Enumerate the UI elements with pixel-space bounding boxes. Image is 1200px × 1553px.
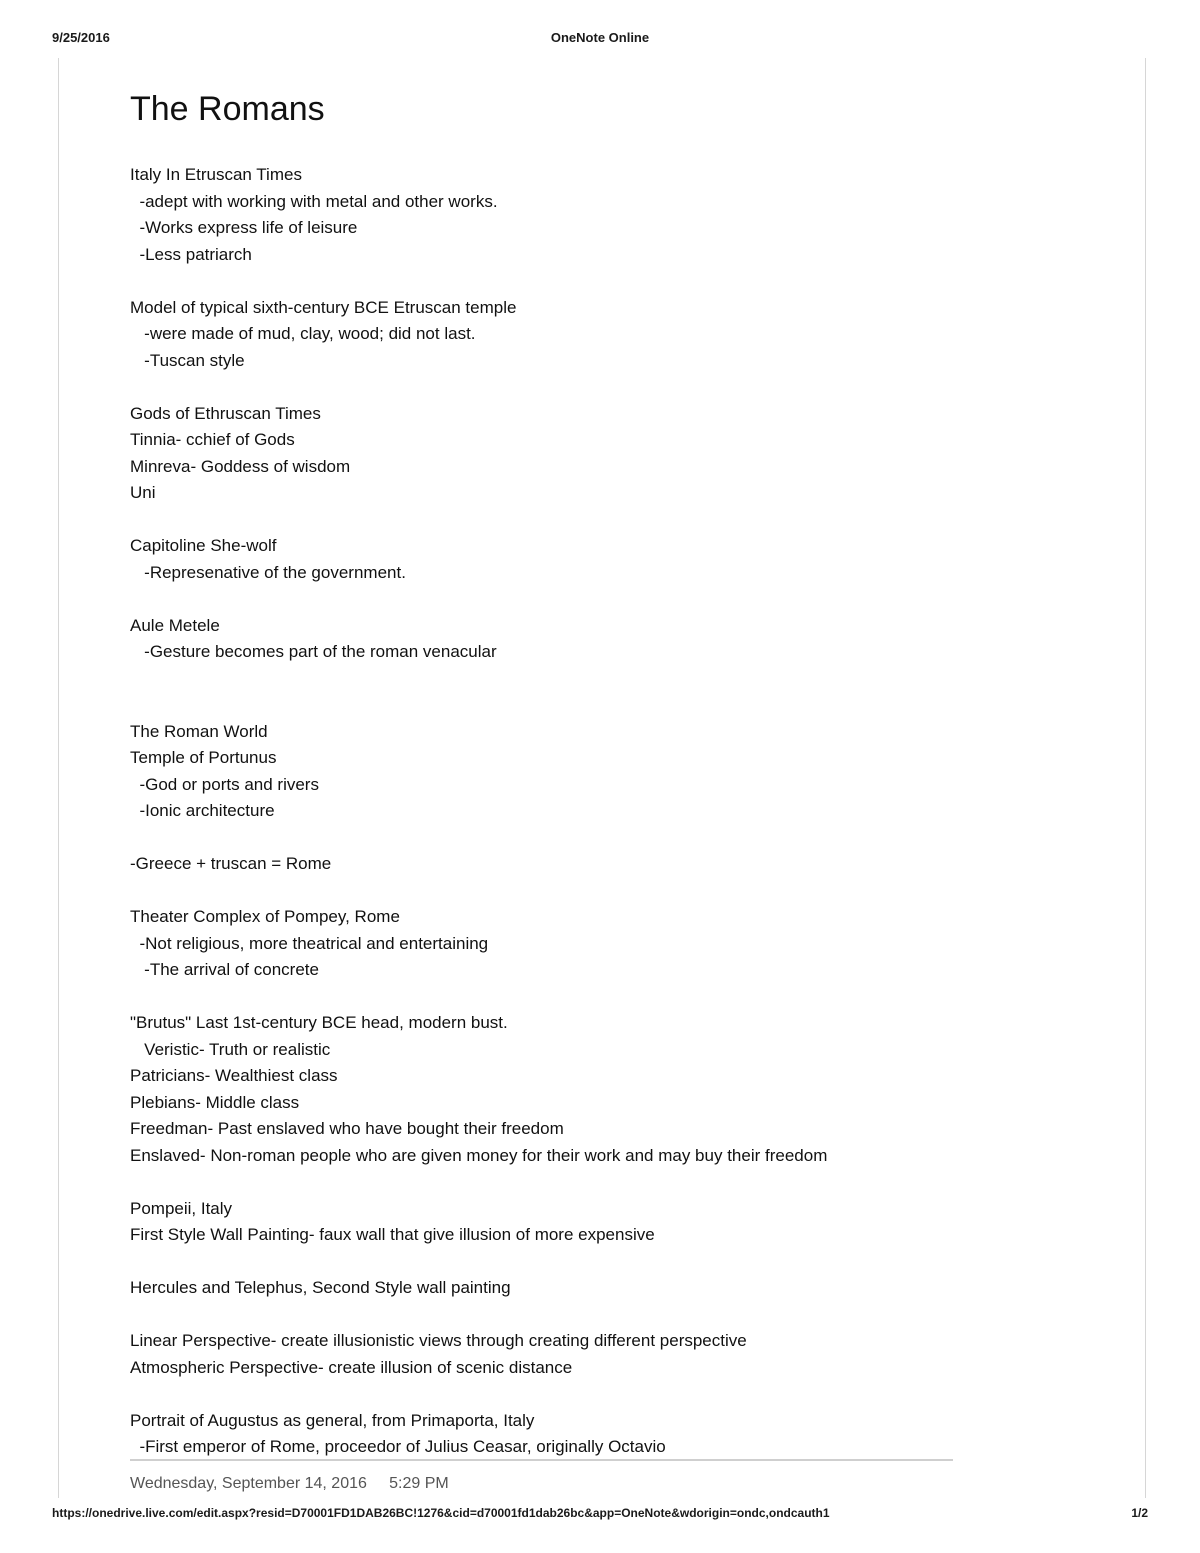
note-line: -Not religious, more theatrical and entertaining — [130, 933, 489, 953]
note-line: Capitoline She-wolf — [130, 536, 277, 555]
note-footer-divider — [130, 1459, 953, 1461]
note-line — [130, 1381, 1010, 1408]
note-line: Model of typical sixth-century BCE Etruscan temple — [130, 297, 517, 317]
note-line: Temple of Portunus — [130, 748, 277, 767]
note-line — [130, 1302, 1010, 1329]
note-line: -Tuscan style — [130, 350, 245, 370]
note-line — [130, 268, 1010, 295]
note-line: Veristic- Truth or realistic — [130, 1039, 331, 1059]
print-page-number: 1/2 — [1131, 1506, 1148, 1520]
note-line — [130, 692, 1010, 719]
print-url: https://onedrive.live.com/edit.aspx?resid=D70001FD1DAB26BC!1276&cid=d70001fd1dab26bc&app=OneNote&wdorigin=ondc,ondcauth1 — [52, 1506, 830, 1520]
note-line: Atmospheric Perspective- create illusion of scenic distance — [130, 1357, 573, 1377]
note-line — [130, 507, 1010, 534]
note-line: -Ionic architecture — [130, 801, 275, 820]
note-line: -Represenative of the government. — [130, 562, 406, 582]
note-line: Patricians- Wealthiest class — [130, 1066, 338, 1085]
print-date: 9/25/2016 — [52, 30, 110, 45]
note-title: The Romans — [130, 90, 325, 128]
note-line: -Greece + truscan = Rome — [130, 854, 332, 873]
print-footer — [0, 1506, 1200, 1526]
note-line: -Works express life of leisure — [130, 218, 358, 237]
note-line: Italy In Etruscan Times — [130, 165, 302, 184]
note-line: Portrait of Augustus as general, from Primaporta, Italy — [130, 1410, 535, 1430]
note-line — [130, 374, 1010, 401]
note-line — [130, 1249, 1010, 1276]
note-line: -God or ports and rivers — [130, 774, 319, 794]
note-line — [130, 1169, 1010, 1196]
note-line: Pompeii, Italy — [130, 1198, 233, 1218]
note-line — [130, 825, 1010, 852]
note-line: Hercules and Telephus, Second Style wall painting — [130, 1278, 511, 1297]
note-line: Freedman- Past enslaved who have bought their freedom — [130, 1119, 564, 1138]
note-line: -were made of mud, clay, wood; did not last. — [130, 324, 476, 343]
note-line — [130, 666, 1010, 693]
note-line — [130, 586, 1010, 613]
note-line: "Brutus" Last 1st-century BCE head, modern bust. — [130, 1013, 508, 1032]
note-line — [130, 984, 1010, 1011]
note-line: Gods of Ethruscan Times — [130, 403, 321, 423]
note-line: Linear Perspective- create illusionistic views through creating different perspective — [130, 1331, 747, 1350]
note-timestamp: Wednesday, September 14, 2016 5:29 PM — [130, 1475, 449, 1492]
note-line: -Less patriarch — [130, 244, 252, 264]
print-header — [0, 30, 1200, 50]
note-line: -The arrival of concrete — [130, 960, 319, 979]
note-body — [130, 162, 1010, 1461]
note-line: First Style Wall Painting- faux wall that give illusion of more expensive — [130, 1225, 655, 1244]
note-line: Minreva- Goddess of wisdom — [130, 456, 351, 476]
note-line: Uni — [130, 483, 156, 502]
note-line: Plebians- Middle class — [130, 1092, 300, 1112]
note-line: Tinnia- cchief of Gods — [130, 430, 295, 449]
print-app-title: OneNote Online — [550, 30, 650, 45]
note-line — [130, 878, 1010, 905]
note-line: -adept with working with metal and other works. — [130, 191, 498, 211]
note-line: The Roman World — [130, 721, 268, 741]
note-line: Enslaved- Non-roman people who are given money for their work and may buy their freedom — [130, 1145, 828, 1165]
note-line: -First emperor of Rome, proceedor of Julius Ceasar, originally Octavio — [130, 1437, 666, 1456]
note-line: Theater Complex of Pompey, Rome — [130, 907, 400, 926]
note-line: Aule Metele — [130, 615, 220, 635]
note-line: -Gesture becomes part of the roman venacular — [130, 642, 497, 661]
